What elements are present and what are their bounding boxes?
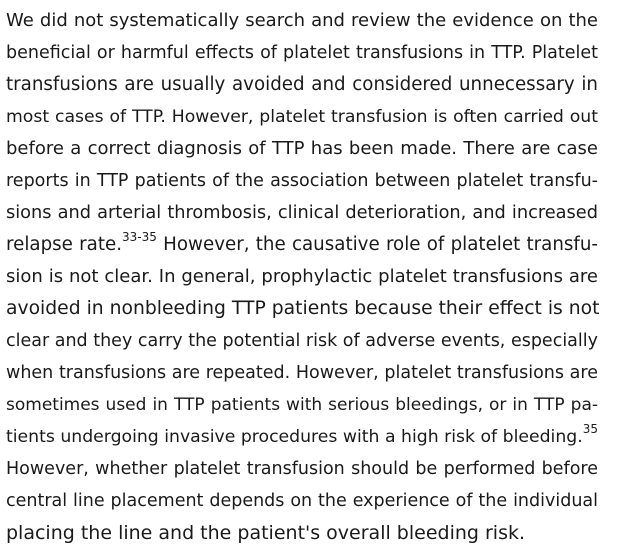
paragraph-line: However, whether platelet transfusion should be performed before xyxy=(6,459,598,479)
line-text: However, the causative role of platelet transfu- xyxy=(156,234,599,255)
line-text: tients undergoing invasive procedures with a high risk of bleeding. xyxy=(6,427,583,447)
paragraph-line: placing the line and the patient's overall bleeding risk. xyxy=(6,522,526,544)
paragraph-line: beneficial or harmful effects of platelet transfusions in TTP. Platelet xyxy=(6,43,598,63)
paragraph-line: central line placement depends on the experience of the individual xyxy=(6,491,598,511)
paragraph-line: when transfusions are repeated. However, platelet transfusions are xyxy=(6,363,598,383)
paragraph-line-with-reference xyxy=(6,421,598,453)
paragraph-line-with-reference xyxy=(6,229,598,261)
paragraph-line: transfusions are usually avoided and considered unnecessary in xyxy=(6,74,598,95)
paragraph-line: before a correct diagnosis of TTP has been made. There are case xyxy=(6,138,598,159)
paragraph-line: clear and they carry the potential risk of adverse events, especially xyxy=(6,331,598,351)
citation-superscript: 33-35 xyxy=(122,230,157,244)
citation-superscript: 35 xyxy=(582,422,598,436)
paragraph-line: sion is not clear. In general, prophylactic platelet transfusions are xyxy=(6,266,598,287)
paragraph-line: sions and arterial thrombosis, clinical deterioration, and increased xyxy=(6,203,598,223)
paragraph-line: reports in TTP patients of the association between platelet transfu- xyxy=(6,171,598,191)
paragraph-line: most cases of TTP. However, platelet transfusion is often carried out xyxy=(6,107,598,127)
paragraph-line: sometimes used in TTP patients with serious bleedings, or in TTP pa- xyxy=(6,395,598,415)
line-text: relapse rate. xyxy=(6,234,123,255)
paragraph-line: avoided in nonbleeding TTP patients because their effect is not xyxy=(6,298,600,319)
paragraph-line: We did not systematically search and review the evidence on the xyxy=(6,10,598,31)
